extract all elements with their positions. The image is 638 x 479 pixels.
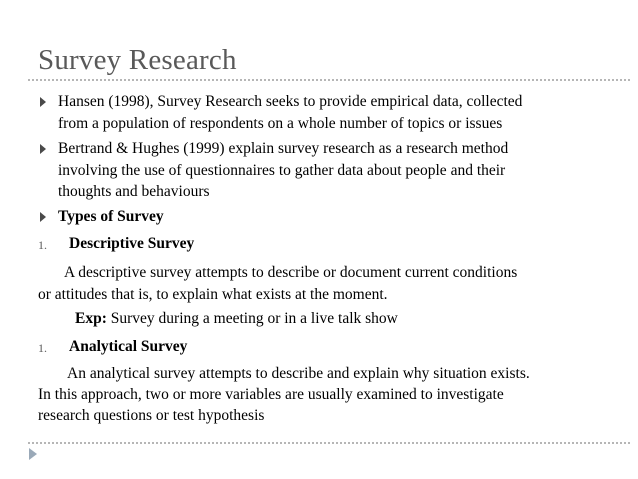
title-divider [28,79,630,81]
bullet-1-line-1: Hansen (1998), Survey Research seeks to provide empirical data, collected [58,93,523,110]
types-of-survey-heading: Types of Survey [58,208,164,225]
type-2-description-line-1: An analytical survey attempts to describe and explain why situation exists. [67,365,530,382]
bullet-1-line-2: from a population of respondents on a whole number of topics or issues [58,115,503,132]
bullet-marker-1 [40,97,46,107]
type-2-heading: Analytical Survey [69,338,188,355]
type-1-description-line-2: or attitudes that is, to explain what exists at the moment. [38,286,388,303]
type-2-description-line-2: In this approach, two or more variables are usually examined to investigate [38,386,504,403]
type-1-example [75,308,398,329]
bullet-marker-3 [40,212,46,222]
bullet-2-line-3: thoughts and behaviours [58,183,210,200]
type-1-number: 1. [38,238,47,252]
footer-arrow-icon [29,448,37,460]
footer-divider [28,442,630,444]
example-text: Survey during a meeting or in a live talk show [110,310,398,327]
bullet-2-line-2: involving the use of questionnaires to gather data about people and their [58,162,506,179]
bullet-marker-2 [40,144,46,154]
slide-title: Survey Research [38,44,237,76]
type-2-description-line-3: research questions or test hypothesis [38,407,265,424]
type-2-number: 1. [38,341,47,355]
type-1-description-line-1: A descriptive survey attempts to describe or document current conditions [64,264,518,281]
type-1-heading: Descriptive Survey [69,235,195,252]
bullet-2-line-1: Bertrand & Hughes (1999) explain survey research as a research method [58,140,509,157]
example-label: Exp: [75,310,107,327]
